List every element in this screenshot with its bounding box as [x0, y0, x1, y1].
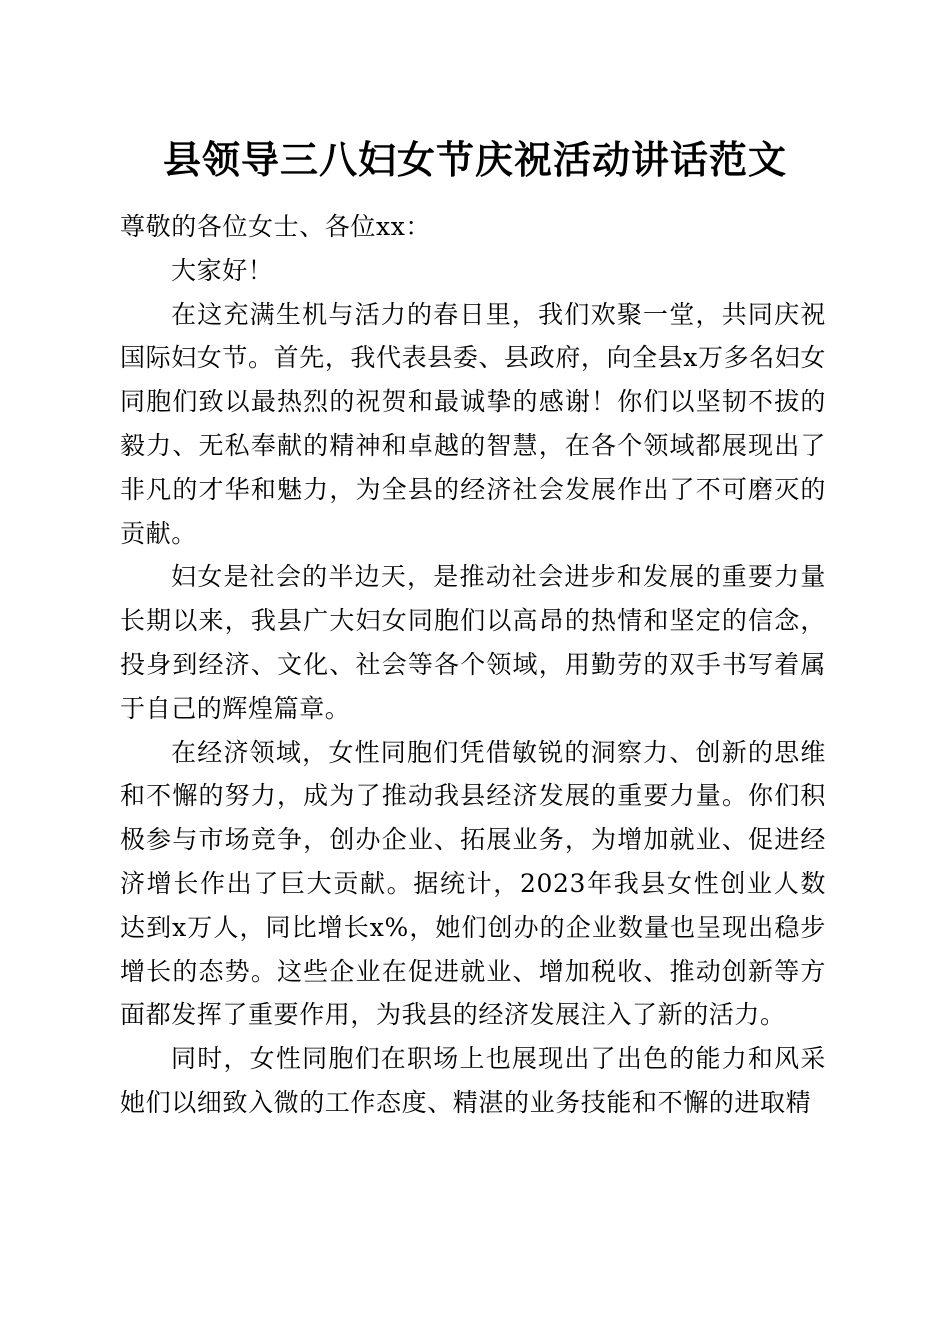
salutation: 尊敬的各位女士、各位xx：: [120, 212, 431, 241]
paragraph-workplace: 同时，女性同胞们在职场上也展现出了出色的能力和风采她们以细致入微的工作态度、精湛的业务技能和不懈的进取精: [120, 1044, 826, 1117]
paragraph-women-role: 妇女是社会的半边天，是推动社会进步和发展的重要力量长期以来，我县广大妇女同胞们以高昂的热情和坚定的信念，投身到经济、文化、社会等各个领域，用勤劳的双手书写着属于自己的辉煌篇章。: [120, 562, 826, 723]
document-body: [120, 205, 826, 1125]
document-title: 县领导三八妇女节庆祝活动讲话范文: [162, 137, 787, 182]
paragraph-greeting: 大家好！: [171, 255, 274, 285]
paragraph-opening: 在这充满生机与活力的春日里，我们欢聚一堂，共同庆祝国际妇女节。首先，我代表县委、县政府，向全县x万多名妇女同胞们致以最热烈的祝贺和最诚挚的感谢！你们以坚韧不拔的毅力、无私奉献的精神和卓越的智慧，在各个领域都展现出了非凡的才华和魅力，为全县的经济社会发展作出了不可磨灭的贡献。: [120, 299, 826, 548]
paragraph-economy: 在经济领域，女性同胞们凭借敏锐的洞察力、创新的思维和不懈的努力，成为了推动我县经济发展的重要力量。你们积极参与市场竞争，创办企业、拓展业务，为增加就业、促进经济增长作出了巨大贡献。据统计，2023年我县女性创业人数达到x万人，同比增长x%，她们创办的企业数量也呈现出稳步增长的态势。这些企业在促进就业、增加税收、推动创新等方面都发挥了重要作用，为我县的经济发展注入了新的活力。: [120, 737, 826, 1030]
